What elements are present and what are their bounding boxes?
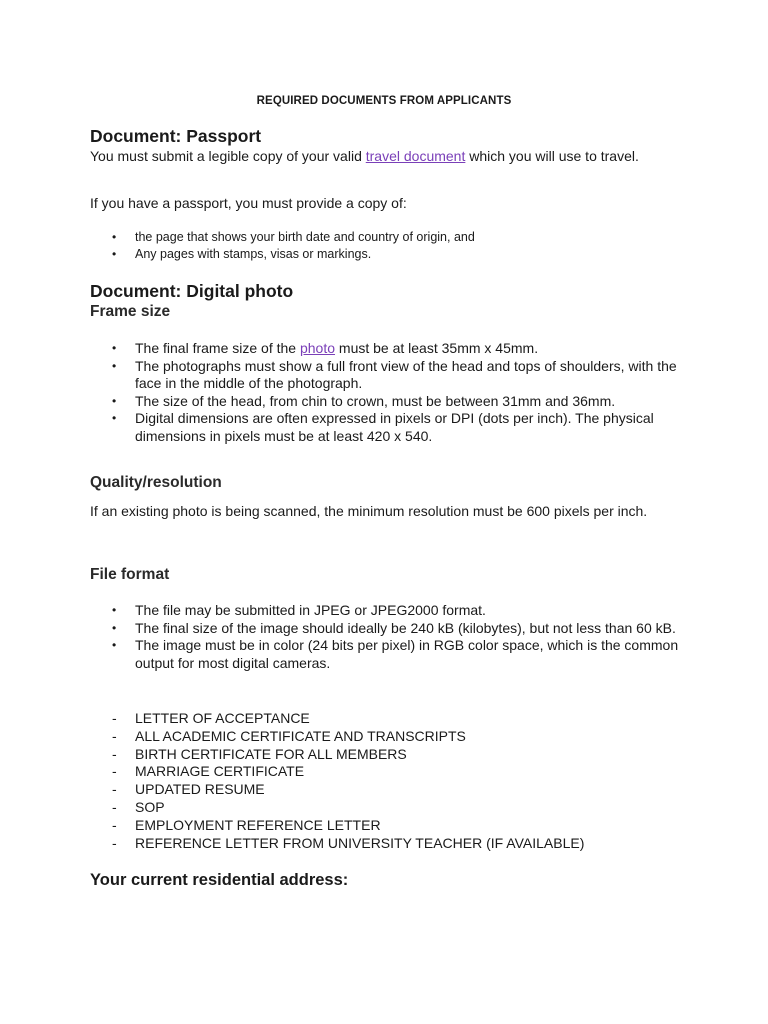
passport-intro-after: which you will use to travel. <box>465 148 639 164</box>
passport-heading: Document: Passport <box>90 126 262 146</box>
list-item: • Digital dimensions are often expressed in pixels or DPI (dots per inch). The physical dimensions in pixels must be at least 420 x 540. <box>90 410 680 445</box>
frame-item-after: must be at least 35mm x 45mm. <box>335 340 539 356</box>
list-item: - REFERENCE LETTER FROM UNIVERSITY TEACHER (IF AVAILABLE) <box>90 835 584 853</box>
address-heading: Your current residential address: <box>90 871 349 889</box>
list-item: - BIRTH CERTIFICATE FOR ALL MEMBERS <box>90 746 584 764</box>
passport-copy-text: If you have a passport, you must provide a copy of: <box>90 195 407 211</box>
list-item: - EMPLOYMENT REFERENCE LETTER <box>90 817 584 835</box>
list-item: • The image must be in color (24 bits per pixel) in RGB color space, which is the common output for most digital cameras. <box>90 637 680 672</box>
list-item <box>90 340 680 358</box>
documents-list <box>90 710 584 852</box>
frame-size-list <box>90 340 680 445</box>
quality-heading: Quality/resolution <box>90 474 222 491</box>
travel-document-link[interactable]: travel document <box>365 148 466 164</box>
list-item: - LETTER OF ACCEPTANCE <box>90 710 584 728</box>
passport-intro <box>90 148 670 165</box>
list-item: - UPDATED RESUME <box>90 781 584 799</box>
file-format-list <box>90 602 680 672</box>
frame-item-before: The final frame size of the <box>135 340 300 356</box>
list-item: • The size of the head, from chin to crown, must be between 31mm and 36mm. <box>90 393 680 411</box>
photo-heading: Document: Digital photo <box>90 281 294 301</box>
list-item: - ALL ACADEMIC CERTIFICATE AND TRANSCRIPTS <box>90 728 584 746</box>
page-title: REQUIRED DOCUMENTS FROM APPLICANTS <box>256 95 512 107</box>
list-item: - SOP <box>90 799 584 817</box>
list-item: • The final size of the image should ideally be 240 kB (kilobytes), but not less than 60 kB. <box>90 620 680 638</box>
photo-link[interactable]: photo <box>299 340 336 356</box>
file-format-heading: File format <box>90 566 170 583</box>
passport-intro-before: You must submit a legible copy of your valid <box>90 148 366 164</box>
quality-text: If an existing photo is being scanned, the minimum resolution must be 600 pixels per inch. <box>90 503 648 519</box>
list-item: • The file may be submitted in JPEG or JPEG2000 format. <box>90 602 680 620</box>
list-item: • The photographs must show a full front view of the head and tops of shoulders, with the face in the middle of the photograph. <box>90 358 680 393</box>
list-item: - MARRIAGE CERTIFICATE <box>90 763 584 781</box>
frame-size-heading: Frame size <box>90 303 171 320</box>
list-item: • Any pages with stamps, visas or markings. <box>90 246 680 263</box>
passport-list <box>90 229 680 262</box>
list-item: • the page that shows your birth date and country of origin, and <box>90 229 680 246</box>
